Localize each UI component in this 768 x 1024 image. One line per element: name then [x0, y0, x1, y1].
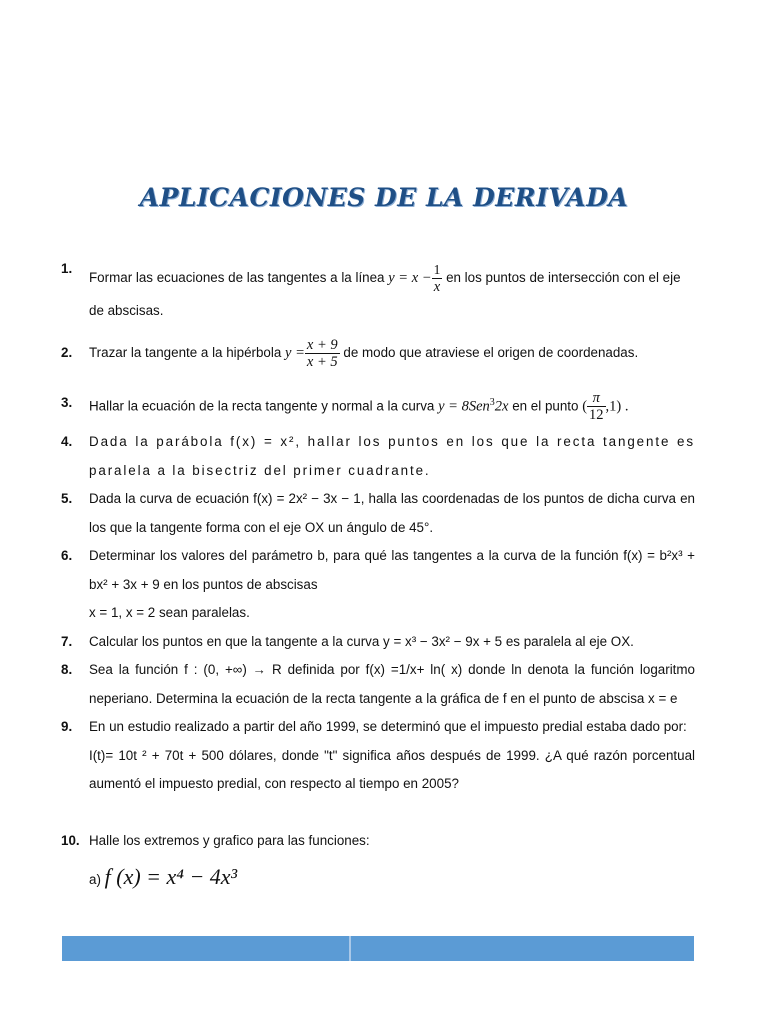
function-equation: f (x) = x⁴ − 4x³: [104, 863, 238, 889]
exercise-text: en el punto: [512, 398, 579, 414]
exercise-8: [61, 656, 695, 713]
exercise-text: Formar las ecuaciones de las tangentes a la línea: [89, 270, 385, 285]
fraction-numerator: π: [587, 390, 606, 407]
equation: y = 8Sen: [438, 398, 490, 415]
footer-separator: [349, 936, 351, 961]
fraction-denominator: 12: [589, 407, 604, 424]
exercise-number: 7.: [61, 634, 73, 649]
exercise-3: [61, 384, 695, 425]
exercise-text: de modo que atraviese el origen de coordenadas.: [343, 345, 639, 360]
fraction: [305, 337, 340, 370]
exercise-9: [61, 713, 695, 799]
point-open: (: [582, 398, 588, 415]
exercise-1: [61, 255, 695, 326]
fraction-numerator: 1: [433, 261, 441, 277]
exercise-text: I(t)= 10t ² + 70t + 500 dólares, donde "t" significa años después de 1999. ¿A qué razón porcentual aumentó el impuesto predial, con respecto al tiempo en 2005?: [89, 747, 695, 791]
exercise-4: [61, 428, 695, 485]
exercise-text: Halle los extremos y grafico para las funciones:: [89, 833, 370, 848]
exercise-text: Dada la parábola f(x) = x², hallar los puntos en los que la recta tangente es paralela a la bisectriz del primer cuadrante.: [89, 434, 695, 478]
exercise-text: x = 1, x = 2 sean paralelas.: [89, 605, 250, 620]
exercise-text: En un estudio realizado a partir del año 1999, se determinó que el impuesto predial estaba dado por:: [89, 719, 687, 734]
exercise-text: Sea la función f : (0, +∞) → R definida por f(x) =1/x+ ln( x) donde ln denota la función logaritmo neperiano. Determina la ecuación de la recta tangente a la gráfica de f en el punto de abscisa x = e: [89, 662, 695, 706]
equation-exponent: 3: [489, 397, 495, 408]
footer-bar: [62, 936, 694, 961]
exercise-text: en los puntos de intersección con el eje: [446, 270, 681, 285]
exercise-number: 1.: [61, 261, 73, 276]
exercise-text: Calcular los puntos en que la tangente a la curva y = x³ − 3x² − 9x + 5 es paralela al eje OX.: [89, 634, 634, 649]
exercise-number: 10.: [61, 833, 80, 848]
exercise-number: 8.: [61, 662, 73, 677]
exercise-2: [61, 334, 695, 372]
fraction: [432, 262, 443, 295]
fraction: [587, 390, 606, 423]
exercise-10: [61, 827, 695, 895]
page-title: APLICACIONES DE LA DERIVADA: [139, 183, 629, 212]
exercise-text: de abscisas.: [89, 303, 164, 318]
exercise-text: Determinar los valores del parámetro b, para qué las tangentes a la curva de la función f(x) = b²x³ + bx² + 3x + 9 en los puntos de abscisas: [89, 548, 695, 592]
exercise-5: [61, 485, 695, 542]
exercise-6: [61, 542, 695, 628]
exercise-text: Dada la curva de ecuación f(x) = 2x² − 3x − 1, halla las coordenadas de los puntos de dicha curva en los que la tangente forma con el eje OX un ángulo de 45°.: [89, 491, 695, 535]
fraction-denominator: x: [433, 278, 441, 295]
exercise-number: 4.: [61, 434, 73, 449]
exercise-number: 3.: [61, 395, 73, 410]
equation-lhs: y = x −: [388, 270, 432, 286]
fraction-denominator: x + 5: [306, 353, 338, 370]
exercise-text: Hallar la ecuación de la recta tangente y normal a la curva: [89, 398, 435, 414]
sub-item-label: a): [89, 871, 101, 887]
exercise-number: 5.: [61, 491, 73, 506]
exercise-number: 2.: [61, 345, 73, 360]
exercise-text: Trazar la tangente a la hipérbola: [89, 345, 282, 360]
point-tail: ,1) .: [605, 398, 629, 415]
fraction-numerator: x + 9: [306, 336, 338, 353]
exercise-number: 9.: [61, 719, 73, 734]
equation-lhs: y =: [285, 345, 305, 361]
equation-tail: 2x: [494, 398, 509, 415]
exercise-7: [61, 628, 695, 657]
exercise-number: 6.: [61, 548, 73, 563]
